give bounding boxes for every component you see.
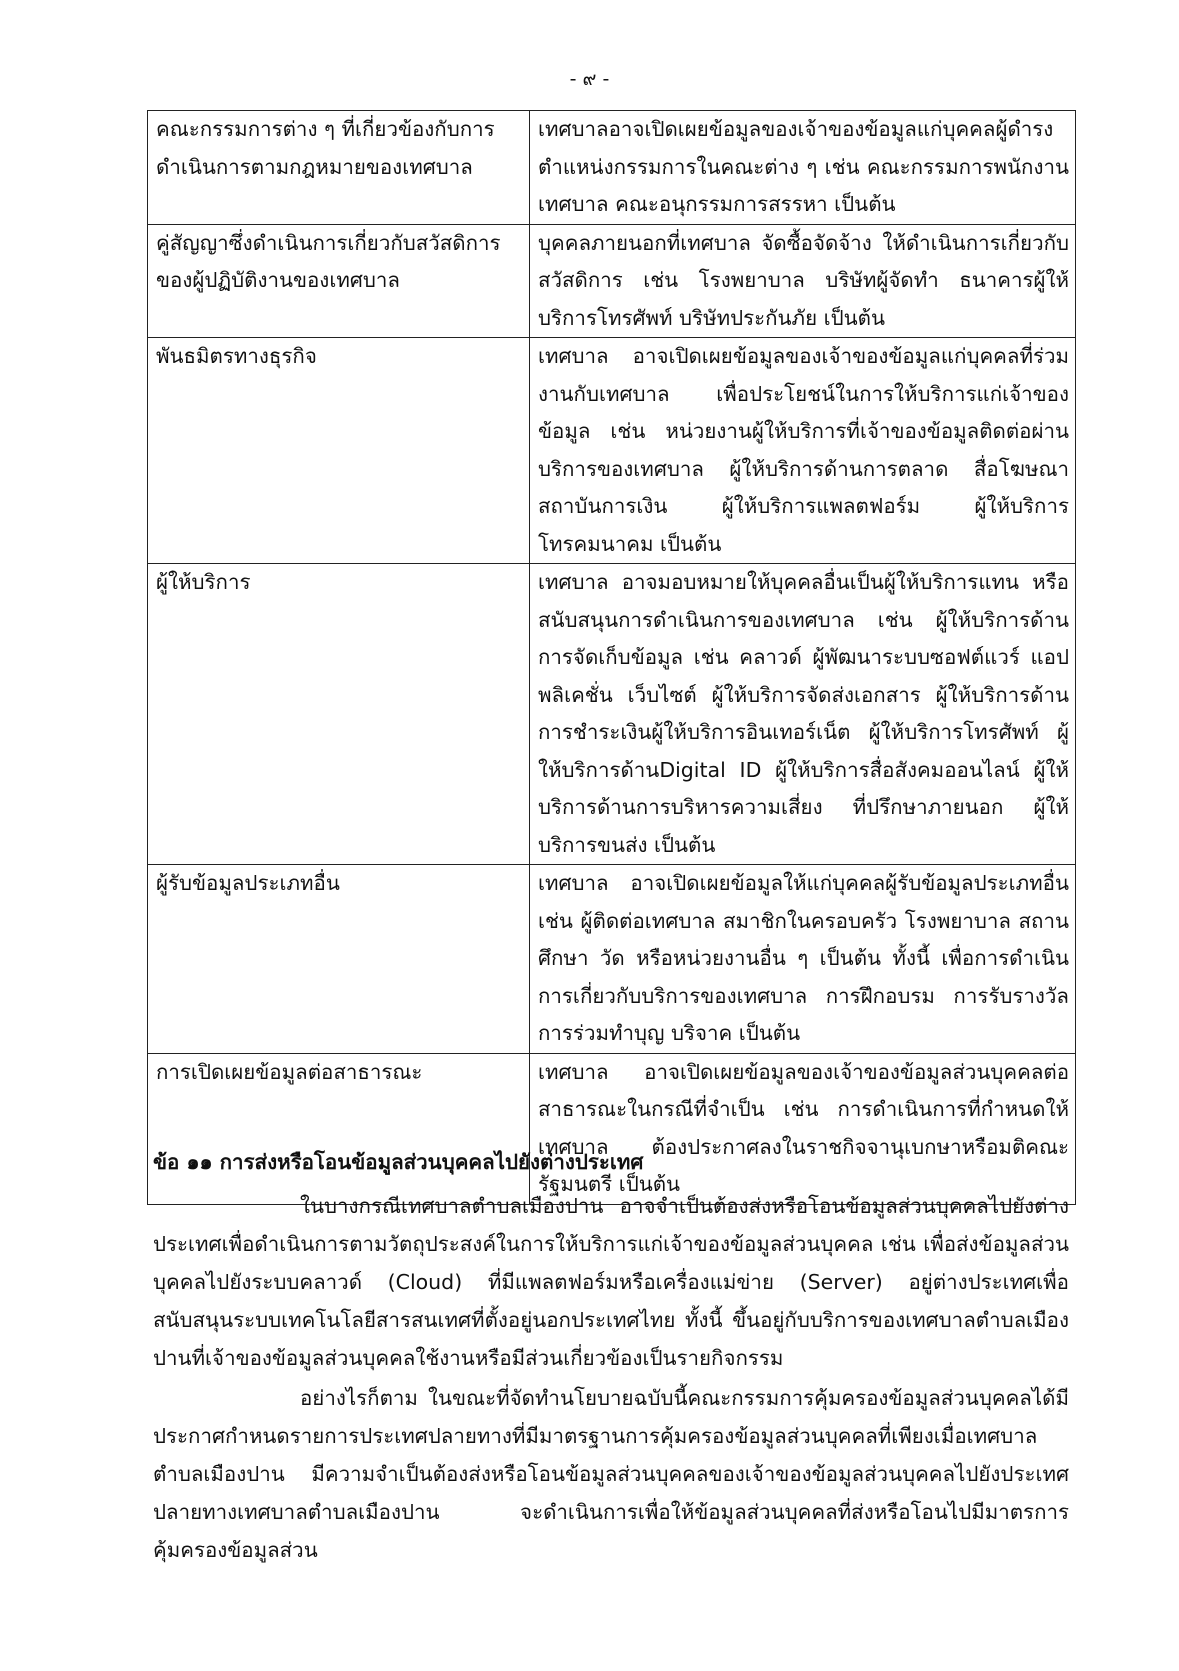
recipient-cell: ผู้ให้บริการ	[148, 564, 530, 865]
description-cell: บุคคลภายนอกที่เทศบาล จัดซื้อจัดจ้าง ให้ดำเนินการเกี่ยวกับสวัสดิการ เช่น โรงพยาบาล บริษัทผู้จัดทำ ธนาคารผู้ให้บริการโทรศัพท์ บริษัทประกันภัย เป็นต้น	[530, 224, 1076, 338]
recipient-cell: คู่สัญญาซึ่งดำเนินการเกี่ยวกับสวัสดิการของผู้ปฏิบัติงานของเทศบาล	[148, 224, 530, 338]
description-cell: เทศบาล อาจมอบหมายให้บุคคลอื่นเป็นผู้ให้บริการแทน หรือสนับสนุนการดำเนินการของเทศบาล เช่น ผู้ให้บริการด้านการจัดเก็บข้อมูล เช่น คลาวด์ ผู้พัฒนาระบบซอฟต์แวร์ แอปพลิเคชั่น เว็บไซต์ ผู้ให้บริการจัดส่งเอกสาร ผู้ให้บริการด้านการชำระเงินผู้ให้บริการอินเทอร์เน็ต ผู้ให้บริการโทรศัพท์ ผู้ให้บริการด้านDigital ID ผู้ให้บริการสื่อสังคมออนไลน์ ผู้ให้บริการด้านการบริหารความเสี่ยง ที่ปรึกษาภายนอก ผู้ให้บริการขนส่ง เป็นต้น	[530, 564, 1076, 865]
table-row	[148, 338, 1076, 564]
table-row	[148, 111, 1076, 225]
table-row	[148, 865, 1076, 1054]
recipient-cell: พันธมิตรทางธุรกิจ	[148, 338, 530, 564]
recipient-cell: ผู้รับข้อมูลประเภทอื่น	[148, 865, 530, 1054]
body-paragraph: ในบางกรณีเทศบาลตำบลเมืองปาน อาจจำเป็นต้องส่งหรือโอนข้อมูลส่วนบุคคลไปยังต่างประเทศเพื่อดำเนินการตามวัตถุประสงค์ในการให้บริการแก่เจ้าของข้อมูลส่วนบุคคล เช่น เพื่อส่งข้อมูลส่วนบุคคลไปยังระบบคลาวด์ (Cloud) ที่มีแพลตฟอร์มหรือเครื่องแม่ข่าย (Server) อยู่ต่างประเทศเพื่อสนับสนุนระบบเทคโนโลยีสารสนเทศที่ตั้งอยู่นอกประเทศไทย ทั้งนี้ ขึ้นอยู่กับบริการของเทศบาลตำบลเมืองปานที่เจ้าของข้อมูลส่วนบุคคลใช้งานหรือมีส่วนเกี่ยวข้องเป็นรายกิจกรรม	[153, 1194, 1069, 1370]
description-cell: เทศบาล อาจเปิดเผยข้อมูลของเจ้าของข้อมูลส่วนบุคคลต่อสาธารณะในกรณีที่จำเป็น เช่น การดำเนินการที่กำหนดให้เทศบาล ต้องประกาศลงในราชกิจจานุเบกษาหรือมติคณะรัฐมนตรี เป็นต้น	[530, 1053, 1076, 1204]
table-row	[148, 224, 1076, 338]
recipient-cell: คณะกรรมการต่าง ๆ ที่เกี่ยวข้องกับการดำเนินการตามกฎหมายของเทศบาล	[148, 111, 530, 225]
section-heading: ข้อ ๑๑ การส่งหรือโอนข้อมูลส่วนบุคคลไปยังต่างประเทศ	[153, 1150, 644, 1174]
description-cell: เทศบาล อาจเปิดเผยข้อมูลของเจ้าของข้อมูลแก่บุคคลที่ร่วมงานกับเทศบาล เพื่อประโยชน์ในการให้บริการแก่เจ้าของข้อมูล เช่น หน่วยงานผู้ให้บริการที่เจ้าของข้อมูลติดต่อผ่านบริการของเทศบาล ผู้ให้บริการด้านการตลาด สื่อโฆษณา สถาบันการเงิน ผู้ให้บริการแพลตฟอร์ม ผู้ให้บริการโทรคมนาคม เป็นต้น	[530, 338, 1076, 564]
table-row	[148, 1053, 1076, 1204]
recipient-cell: การเปิดเผยข้อมูลต่อสาธารณะ	[148, 1053, 530, 1204]
description-cell: เทศบาล อาจเปิดเผยข้อมูลให้แก่บุคคลผู้รับข้อมูลประเภทอื่น เช่น ผู้ติดต่อเทศบาล สมาชิกในครอบครัว โรงพยาบาล สถานศึกษา วัด หรือหน่วยงานอื่น ๆ เป็นต้น ทั้งนี้ เพื่อการดำเนินการเกี่ยวกับบริการของเทศบาล การฝึกอบรม การรับรางวัล การร่วมทำบุญ บริจาค เป็นต้น	[530, 865, 1076, 1054]
page-number: - ๙ -	[569, 68, 610, 90]
description-cell: เทศบาลอาจเปิดเผยข้อมูลของเจ้าของข้อมูลแก่บุคคลผู้ดำรงตำแหน่งกรรมการในคณะต่าง ๆ เช่น คณะกรรมการพนักงานเทศบาล คณะอนุกรรมการสรรหา เป็นต้น	[530, 111, 1076, 225]
table-row	[148, 564, 1076, 865]
recipient-table	[147, 110, 1076, 1205]
body-paragraph: อย่างไรก็ตาม ในขณะที่จัดทำนโยบายฉบับนี้คณะกรรมการคุ้มครองข้อมูลส่วนบุคคลได้มีประกาศกำหนดรายการประเทศปลายทางที่มีมาตรฐานการคุ้มครองข้อมูลส่วนบุคคลที่เพียงเมื่อเทศบาลตำบลเมืองปาน มีความจำเป็นต้องส่งหรือโอนข้อมูลส่วนบุคคลของเจ้าของข้อมูลส่วนบุคคลไปยังประเทศปลายทางเทศบาลตำบลเมืองปาน จะดำเนินการเพื่อให้ข้อมูลส่วนบุคคลที่ส่งหรือโอนไปมีมาตรการคุ้มครองข้อมูลส่วน	[153, 1386, 1069, 1562]
